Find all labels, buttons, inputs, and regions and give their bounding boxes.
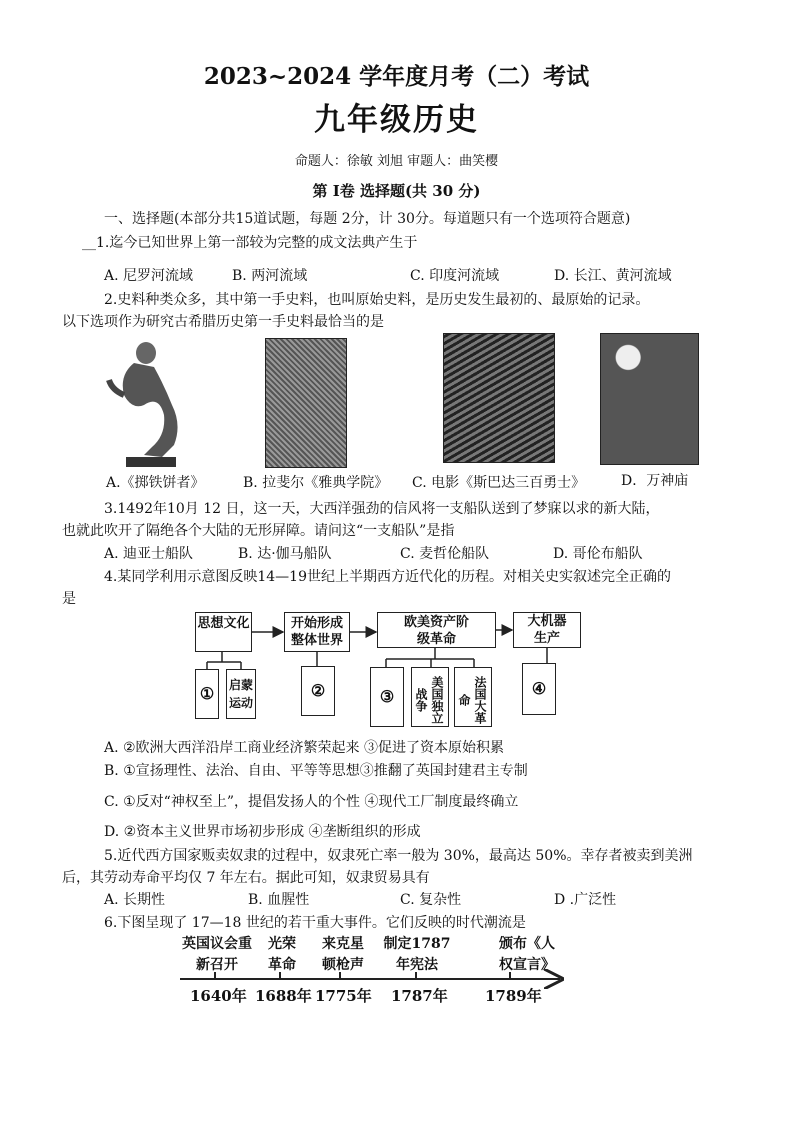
q5-option-d[interactable]: D .广泛性	[554, 892, 617, 908]
q6-stem: 6.下图呈现了 17—18 世纪的若干重大事件。它们反映的时代潮流是	[104, 915, 526, 931]
q2-option-c[interactable]: C. 电影《斯巴达三百勇士》	[412, 475, 586, 491]
q3-option-d[interactable]: D. 哥伦布船队	[553, 546, 643, 562]
q4-option-d[interactable]: D. ②资本主义世界市场初步形成 ④垄断组织的形成	[104, 824, 421, 840]
diagram-blank-3-label: ③	[379, 687, 395, 706]
q3-option-c[interactable]: C. 麦哲伦船队	[400, 546, 490, 562]
q1-option-b[interactable]: B. 两河流域	[232, 268, 308, 284]
timeline-event-5: 颁布《人权宣言》	[499, 936, 555, 973]
q2-option-a[interactable]: A.《掷铁饼者》	[106, 475, 205, 491]
diagram-american-war-label: 美国独立战争	[414, 675, 444, 724]
diagram-box-world-label: 开始形成整体世界	[290, 616, 343, 648]
q1-option-a[interactable]: A. 尼罗河流域	[104, 268, 194, 284]
q2-option-b[interactable]: B. 拉斐尔《雅典学院》	[243, 475, 389, 491]
q2-stem-line2: 以下选项作为研究古希腊历史第一手史料最恰当的是	[62, 314, 384, 330]
q4-option-c[interactable]: C. ①反对“神权至上”，提倡发扬人的个性 ④现代工厂制度最终确立	[104, 794, 519, 810]
q4-option-b[interactable]: B. ①宣扬理性、法治、自由、平等等思想③推翻了英国封建君主专制	[104, 763, 528, 779]
timeline-event-3: 来克星顿枪声	[322, 936, 364, 973]
q5-option-c[interactable]: C. 复杂性	[400, 892, 462, 908]
timeline-year-2: 1688年	[255, 987, 312, 1005]
diagram-french-revolution-label: 法国大革命	[457, 675, 487, 724]
section-heading: 第 Ⅰ卷 选择题(共 30 分)	[312, 182, 481, 200]
diagram-enlightenment-label: 启蒙运动	[228, 678, 253, 710]
q1-stem: __1.迄今已知世界上第一部较为完整的成文法典产生于	[82, 235, 418, 251]
diagram-box-culture-label: 思想文化	[197, 616, 250, 631]
exam-title: 2023~2024 学年度月考（二）考试	[203, 63, 590, 90]
instructions: 一、选择题(本部分共15道试题，每题 2分，计 30分。每道题只有一个选项符合题意)	[104, 211, 631, 227]
author-line: 命题人：徐敏 刘旭 审题人：曲笑樱	[294, 154, 499, 169]
diagram-box-revolution-label: 欧美资产阶级革命	[403, 615, 469, 647]
timeline-year-5: 1789年	[485, 987, 542, 1005]
timeline-event-1: 英国议会重新召开	[182, 936, 252, 973]
q5-option-b[interactable]: B. 血腥性	[248, 892, 310, 908]
q3-stem-line2: 也就此吹开了隔绝各个大陆的无形屏障。请问这“一支船队”是指	[62, 523, 455, 539]
diagram-blank-4-label: ④	[531, 679, 547, 698]
timeline-year-4: 1787年	[391, 987, 448, 1005]
timeline-year-3: 1775年	[315, 987, 372, 1005]
q3-option-b[interactable]: B. 达·伽马船队	[238, 546, 332, 562]
q2-option-d[interactable]: D．万神庙	[621, 473, 689, 489]
q1-option-c[interactable]: C. 印度河流域	[410, 268, 500, 284]
q5-option-a[interactable]: A. 长期性	[104, 892, 166, 908]
q3-stem-line1: 3.1492年10月 12 日，这一天，大西洋强劲的信风将一支船队送到了梦寐以求的新大陆，	[104, 501, 660, 517]
diagram-blank-2-label: ②	[310, 681, 326, 700]
q4-stem-line2: 是	[62, 591, 76, 607]
q1-option-d[interactable]: D. 长江、黄河流域	[554, 268, 672, 284]
q4-option-a[interactable]: A. ②欧洲大西洋沿岸工商业经济繁荣起来 ③促进了资本原始积累	[104, 740, 505, 756]
q3-option-a[interactable]: A. 迪亚士船队	[104, 546, 194, 562]
diagram-blank-1-label: ①	[199, 684, 215, 703]
q5-stem-line1: 5.近代西方国家贩卖奴隶的过程中，奴隶死亡率一般为 30%，最高达 50%。幸存者被卖到美洲	[104, 848, 693, 864]
q4-stem-line1: 4.某同学利用示意图反映14—19世纪上半期西方近代化的历程。对相关史实叙述完全正确的	[104, 569, 671, 585]
timeline-event-2: 光荣革命	[268, 936, 296, 973]
diagram-box-machine-label: 大机器生产	[527, 614, 567, 646]
timeline-year-1: 1640年	[190, 987, 247, 1005]
q2-stem-line1: 2.史料种类众多，其中第一手史料，也叫原始史料，是历史发生最初的、最原始的记录。	[104, 292, 650, 308]
timeline-event-4: 制定1787年宪法	[383, 936, 451, 973]
subject-title: 九年级历史	[314, 102, 479, 138]
q5-stem-line2: 后，其劳动寿命平均仅 7 年左右。据此可知，奴隶贸易具有	[62, 870, 430, 886]
